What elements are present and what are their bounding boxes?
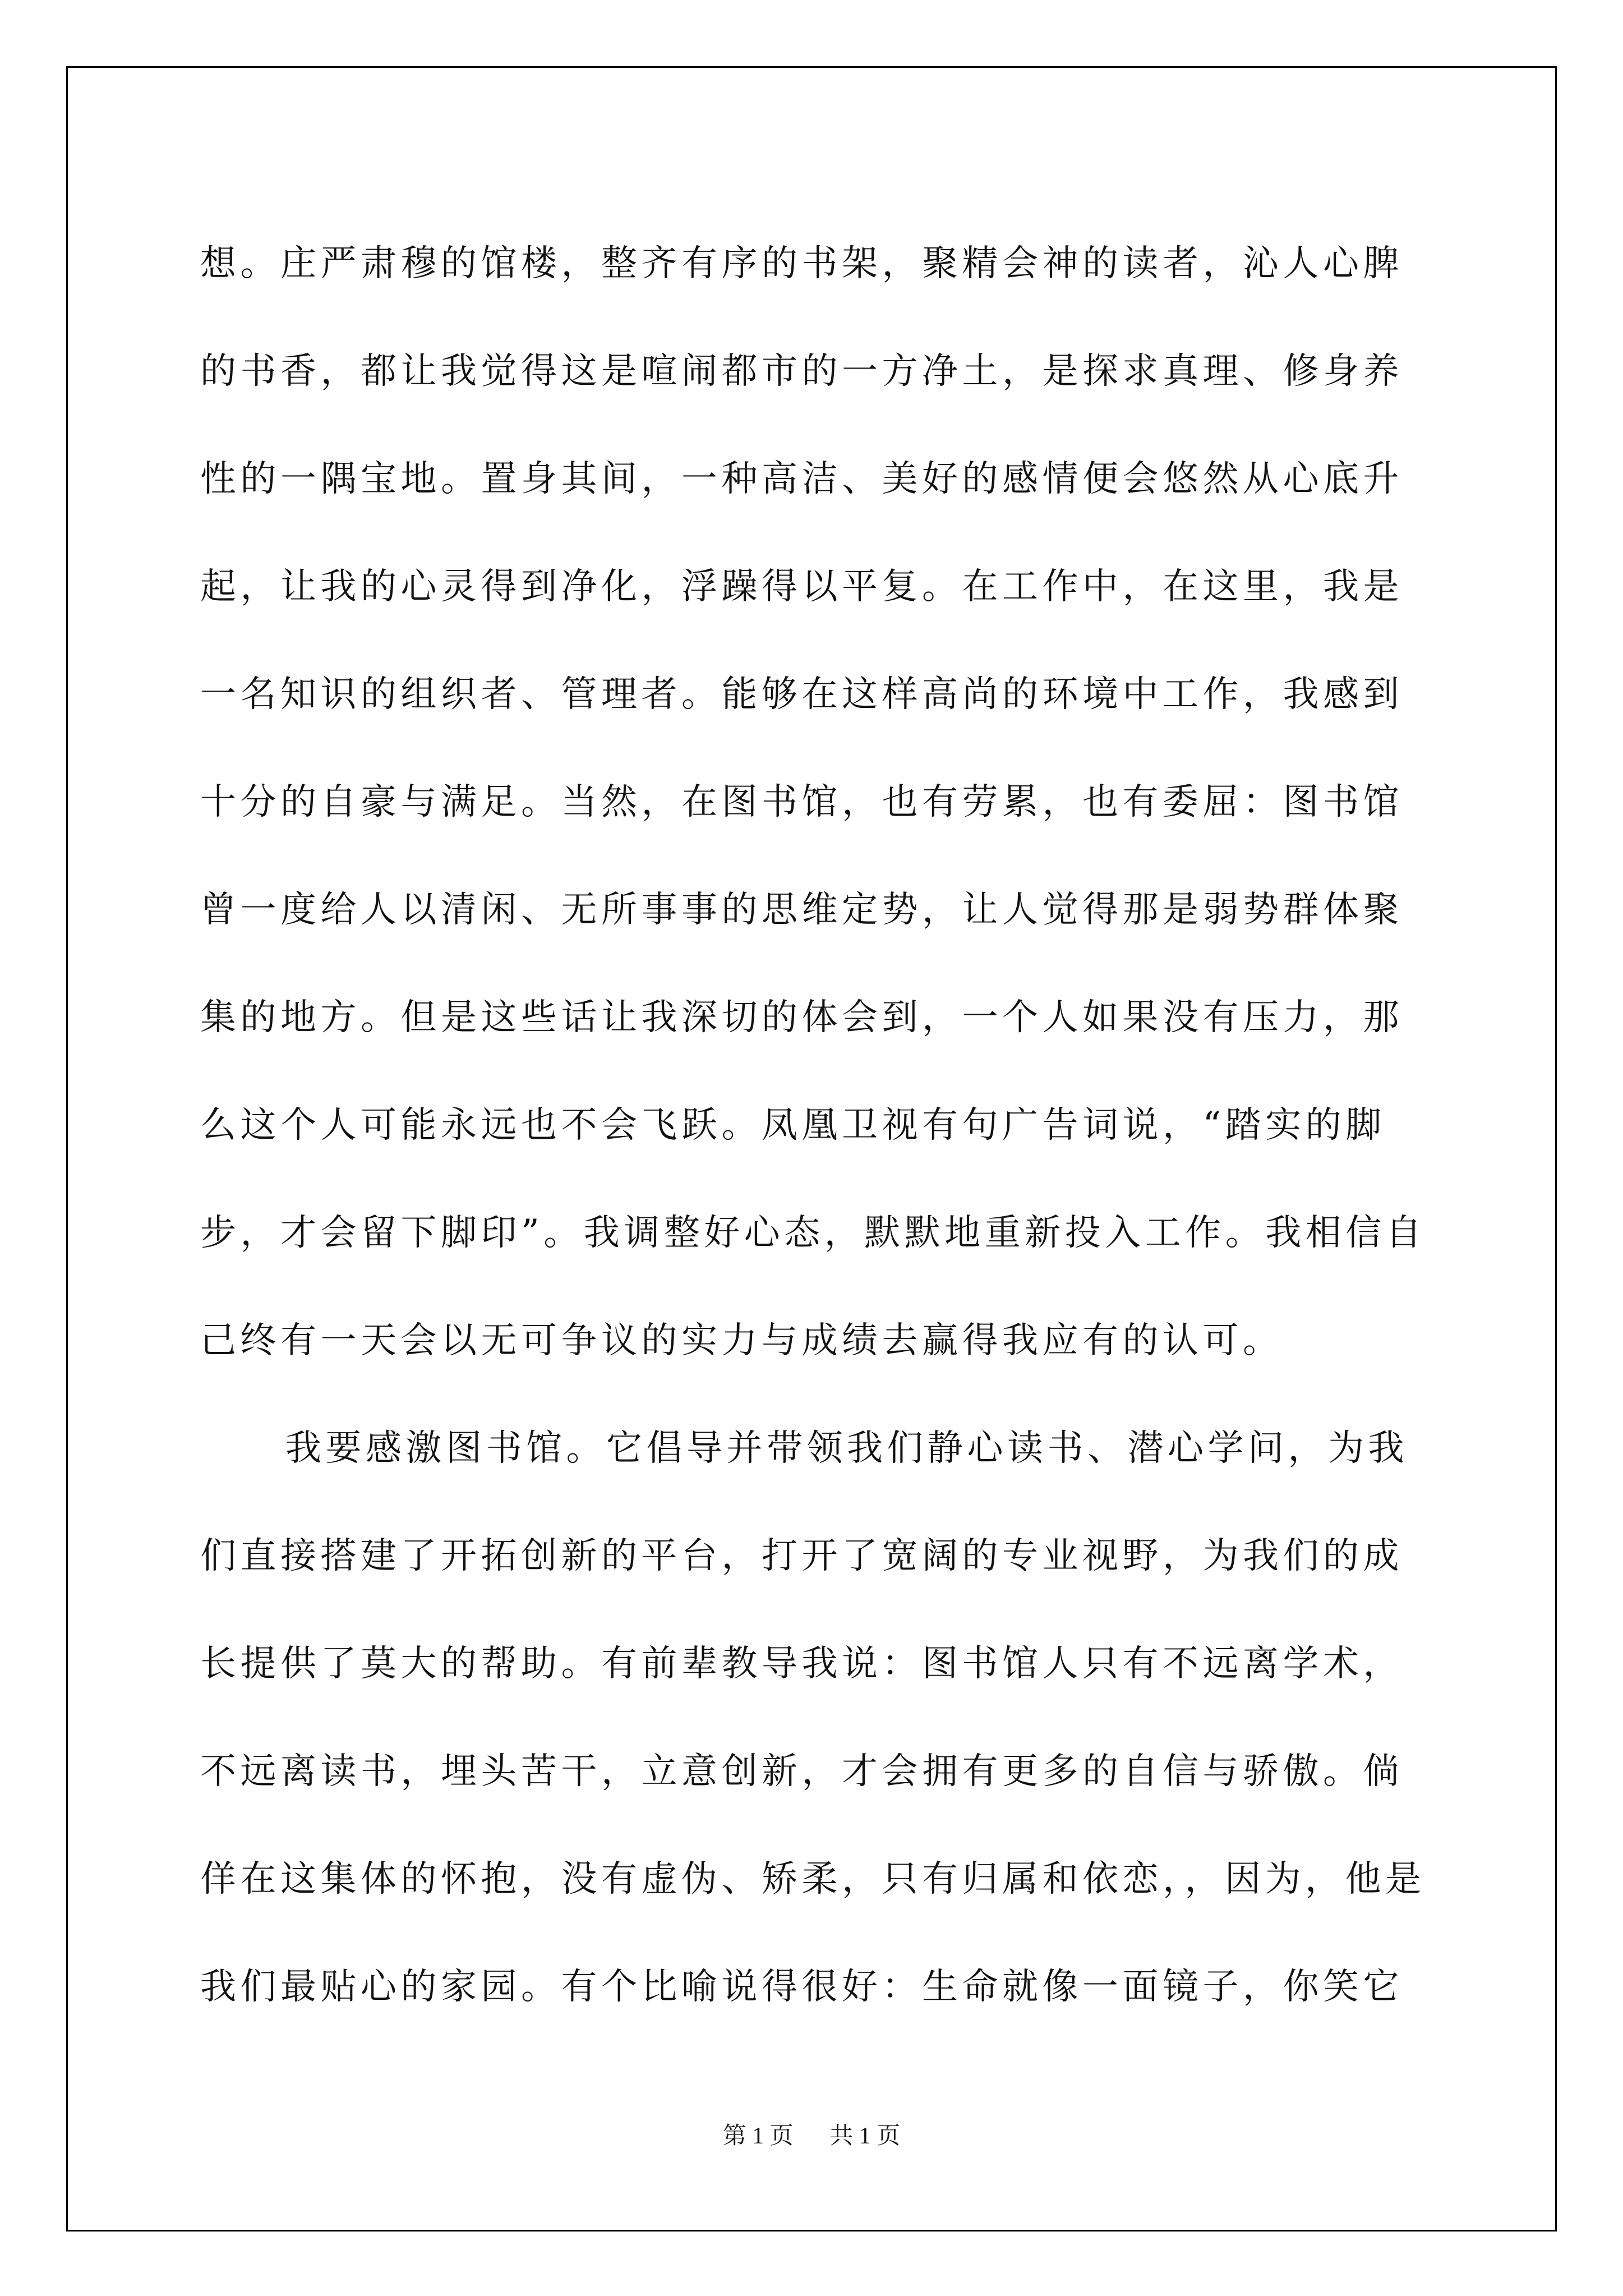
text-line: 己终有一天会以无可争议的实力与成绩去赢得我应有的认可。 <box>200 1320 1283 1361</box>
document-body <box>200 210 1434 2041</box>
paragraph-start-line: 我要感激图书馆。它倡导并带领我们静心读书、潜心学问，为我 <box>285 1428 1408 1469</box>
text-line: 我们最贴心的家园。有个比喻说得很好：生命就像一面镜子，你笑它 <box>200 1966 1403 2008</box>
text-line: 们直接搭建了开拓创新的平台，打开了宽阔的专业视野，为我们的成 <box>200 1535 1403 1577</box>
text-line: 长提供了莫大的帮助。有前辈教导我说：图书馆人只有不远离学术， <box>200 1643 1403 1685</box>
text-line: 想。庄严肃穆的馆楼，整齐有序的书架，聚精会神的读者，沁人心脾 <box>200 243 1403 284</box>
page-footer <box>0 2120 1623 2152</box>
text-line: 性的一隅宝地。置身其间，一种高洁、美好的感情便会悠然从心底升 <box>200 458 1403 500</box>
text-line: 的书香，都让我觉得这是喧闹都市的一方净土，是探求真理、修身养 <box>200 351 1403 392</box>
text-line: 集的地方。但是这些话让我深切的体会到，一个人如果没有压力，那 <box>200 997 1403 1038</box>
text-line: 佯在这集体的怀抱，没有虚伪、矫柔，只有归属和依恋，，因为，他是 <box>200 1858 1426 1900</box>
text-line: 不远离读书，埋头苦干，立意创新，才会拥有更多的自信与骄傲。倘 <box>200 1751 1403 1792</box>
text-line: 十分的自豪与满足。当然，在图书馆，也有劳累，也有委屈：图书馆 <box>200 781 1403 823</box>
text-line: 步，才会留下脚印”。我调整好心态，默默地重新投入工作。我相信自 <box>200 1212 1426 1254</box>
total-pages: 共 1 页 <box>829 2123 901 2149</box>
page-number: 第 1 页 <box>722 2123 794 2149</box>
text-line: 曾一度给人以清闲、无所事事的思维定势，让人觉得那是弱势群体聚 <box>200 889 1403 931</box>
text-line: 一名知识的组织者、管理者。能够在这样高尚的环境中工作，我感到 <box>200 674 1403 715</box>
text-line: 起，让我的心灵得到净化，浮躁得以平复。在工作中，在这里，我是 <box>200 566 1403 608</box>
text-line: 么这个人可能永远也不会飞跃。凤凰卫视有句广告词说，“踏实的脚 <box>200 1105 1386 1146</box>
